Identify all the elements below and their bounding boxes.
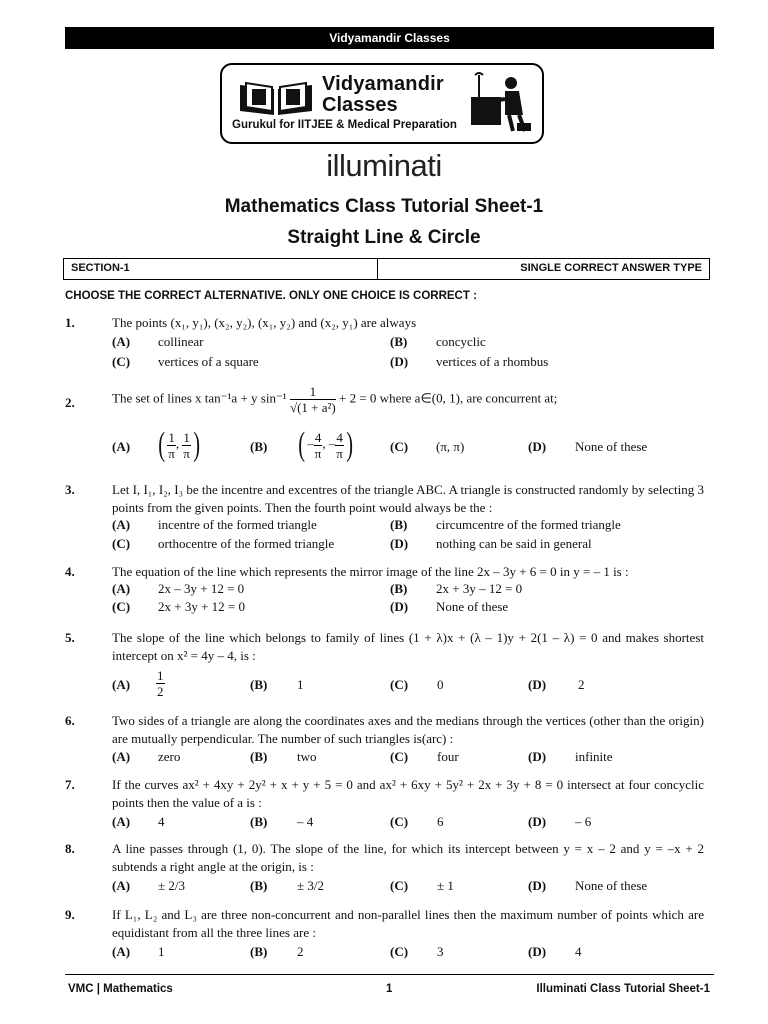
section-label: SECTION-1 [64, 259, 378, 279]
denominator: π [314, 445, 322, 461]
option-label: (C) [390, 749, 409, 764]
option-value: 2 [297, 944, 304, 959]
numerator: 4 [314, 429, 322, 445]
option-value: vertices of a square [158, 354, 259, 369]
question-text: The slope of the line which belongs to family of lines (1 + λ)x + (λ – 1)y + 2(1 – λ) = 0 and makes shortest intercept on x² = 4y – 4, is : [112, 630, 704, 663]
option-value: two [297, 749, 317, 764]
option-label: (A) [112, 749, 131, 764]
option-value: orthocentre of the formed triangle [158, 536, 335, 551]
option-label: (A) [112, 517, 131, 532]
denominator: π [168, 445, 175, 461]
option-value: collinear [158, 334, 204, 349]
option-value: ( – $\frac{4}{\pi}$ , – $\frac{4}{\pi}$ ) [298, 426, 353, 463]
option-label: (C) [390, 878, 409, 893]
option-label: (B) [250, 749, 268, 764]
denominator: 2 [157, 684, 164, 699]
question-number: 8. [65, 841, 75, 856]
option-value: infinite [575, 749, 613, 764]
option-label: (D) [390, 354, 409, 369]
denominator: √(1 + a²) [289, 400, 336, 415]
question-text [112, 384, 704, 415]
option-value: concyclic [436, 334, 486, 349]
question-text: Two sides of a triangle are along the coordinates axes and the medians through the vertices (other than the origin) are mutually perpendicular. The number of such triangles is(arc) : [112, 713, 704, 746]
question-number: 1. [65, 315, 75, 330]
question-number: 7. [65, 777, 75, 792]
section-bar [63, 258, 710, 280]
option-label: (B) [390, 334, 408, 349]
instruction: CHOOSE THE CORRECT ALTERNATIVE. ONLY ONE CHOICE IS CORRECT : [65, 290, 477, 302]
option-value [156, 668, 165, 699]
logo-line2: Classes [322, 94, 398, 116]
option-value: ± 1 [437, 878, 454, 893]
denominator: π [336, 445, 343, 461]
student-at-desk-icon [469, 71, 535, 135]
option-label: (D) [528, 749, 547, 764]
option-label: (D) [528, 878, 547, 893]
option-label: (A) [112, 581, 131, 596]
brand-name: illuminati [326, 148, 442, 183]
option-label: (A) [112, 814, 131, 829]
option-value: – 6 [575, 814, 592, 829]
question-number: 6. [65, 713, 75, 728]
logo-line1: Vidyamandir [322, 73, 444, 95]
option-label: (B) [250, 814, 268, 829]
option-value: ± 3/2 [297, 878, 324, 893]
page-number: 1 [386, 983, 393, 995]
question-number: 3. [65, 482, 75, 497]
option-value: circumcentre of the formed triangle [436, 517, 621, 532]
option-value: (π, π) [436, 439, 465, 454]
option-value: – 4 [297, 814, 314, 829]
header-bar: Vidyamandir Classes [65, 27, 714, 49]
option-label: (D) [390, 599, 409, 614]
denominator: π [183, 445, 190, 461]
option-label: (C) [390, 814, 409, 829]
option-value: None of these [575, 878, 648, 893]
page-title: Mathematics Class Tutorial Sheet-1 [224, 196, 544, 217]
question-text: If the curves ax² + 4xy + 2y² + x + y + 5 = 0 and ax² + 6xy + 5y² + 2x + 3y + 8 = 0 intersect at four concyclic points then the value of a is : [112, 777, 704, 810]
question-text: The points (x₁, y₁), (x₂, y₂), (x₁, y₂) and (x₂, y₁) are always [112, 315, 417, 330]
numerator: 1 [157, 668, 164, 683]
option-label: (B) [250, 878, 268, 893]
option-label: (A) [112, 677, 131, 692]
option-label: (C) [112, 354, 131, 369]
option-label: (D) [528, 439, 547, 454]
option-label: (A) [112, 878, 131, 893]
option-value: 4 [575, 944, 582, 959]
book-icon [236, 79, 316, 115]
logo [220, 63, 544, 144]
option-value: zero [158, 749, 181, 764]
question-text: Let I, I₁, I₂, I₃ be the incentre and excentres of the triangle ABC. A triangle is constructed randomly by selecting 3 points from the given points. Then the fourth point would always be the : [112, 482, 704, 515]
page-subtitle: Straight Line & Circle [287, 227, 481, 248]
question-text-post: + 2 = 0 where a∈(0, 1), are concurrent at; [339, 390, 558, 406]
footer-right: Illuminati Class Tutorial Sheet-1 [536, 983, 710, 995]
question-text-pre: The set of lines x tan⁻¹a + y sin⁻¹ [112, 390, 287, 406]
option-label: (D) [528, 944, 547, 959]
question-number: 5. [65, 630, 75, 645]
option-label: (A) [112, 439, 131, 454]
fraction [290, 384, 336, 415]
option-value: 3 [437, 944, 444, 959]
options-row [0, 428, 768, 468]
option-label: (B) [390, 581, 408, 596]
option-value: 1 [297, 677, 304, 692]
numerator: 1 [290, 384, 336, 400]
minus-sign: – [307, 435, 314, 451]
option-label: (B) [250, 439, 268, 454]
question-number: 2. [65, 395, 75, 410]
option-label: (C) [112, 536, 131, 551]
numerator: 4 [336, 429, 343, 445]
option-value: 6 [437, 814, 444, 829]
option-value: 2x + 3y – 12 = 0 [436, 581, 523, 596]
question-number: 4. [65, 564, 75, 579]
question-text: The equation of the line which represents the mirror image of the line 2x – 3y + 6 = 0 in y = – 1 is : [112, 564, 629, 579]
option-value: nothing can be said in general [436, 536, 592, 551]
option-value: 2x – 3y + 12 = 0 [158, 581, 245, 596]
option-label: (B) [250, 944, 268, 959]
numerator: 1 [168, 429, 175, 445]
numerator: 1 [183, 429, 190, 445]
option-label: (C) [390, 439, 409, 454]
option-value: incentre of the formed triangle [158, 517, 317, 532]
option-label: (C) [390, 944, 409, 959]
question-number: 9. [65, 907, 75, 922]
option-value: 2 [578, 677, 585, 692]
option-label: (C) [112, 599, 131, 614]
answer-type-label: SINGLE CORRECT ANSWER TYPE [520, 262, 702, 274]
option-label: (A) [112, 944, 131, 959]
option-label: (C) [390, 677, 409, 692]
options-row [0, 668, 768, 704]
option-value: 1 [158, 944, 165, 959]
option-label: (B) [390, 517, 408, 532]
option-value: None of these [575, 439, 648, 454]
option-label: (B) [250, 677, 268, 692]
option-label: (D) [390, 536, 409, 551]
option-value: None of these [436, 599, 509, 614]
question-text: A line passes through (1, 0). The slope of the line, for which its intercept between y = x – 2 and y = –x + 2 subtends a right angle at the origin, is : [112, 841, 704, 874]
option-value: 4 [158, 814, 165, 829]
option-label: (A) [112, 334, 131, 349]
question-text: If L₁, L₂ and L₃ are three non-concurrent and non-parallel lines then the maximum number of points which are equidistant from all the three lines are : [112, 907, 704, 940]
footer-left: VMC | Mathematics [68, 983, 173, 995]
footer-divider [65, 974, 714, 975]
option-value: four [437, 749, 459, 764]
option-value: ± 2/3 [158, 878, 185, 893]
option-value: vertices of a rhombus [436, 354, 549, 369]
option-value: 2x + 3y + 12 = 0 [158, 599, 245, 614]
logo-tagline: Gurukul for IITJEE & Medical Preparation [232, 119, 457, 131]
option-label: (D) [528, 814, 547, 829]
option-label: (D) [528, 677, 547, 692]
option-value: 0 [437, 677, 444, 692]
option-value: ( $\frac{1}{\pi}$ , $\frac{1}{\pi}$ ) [158, 426, 200, 463]
minus-sign: – [328, 435, 336, 451]
